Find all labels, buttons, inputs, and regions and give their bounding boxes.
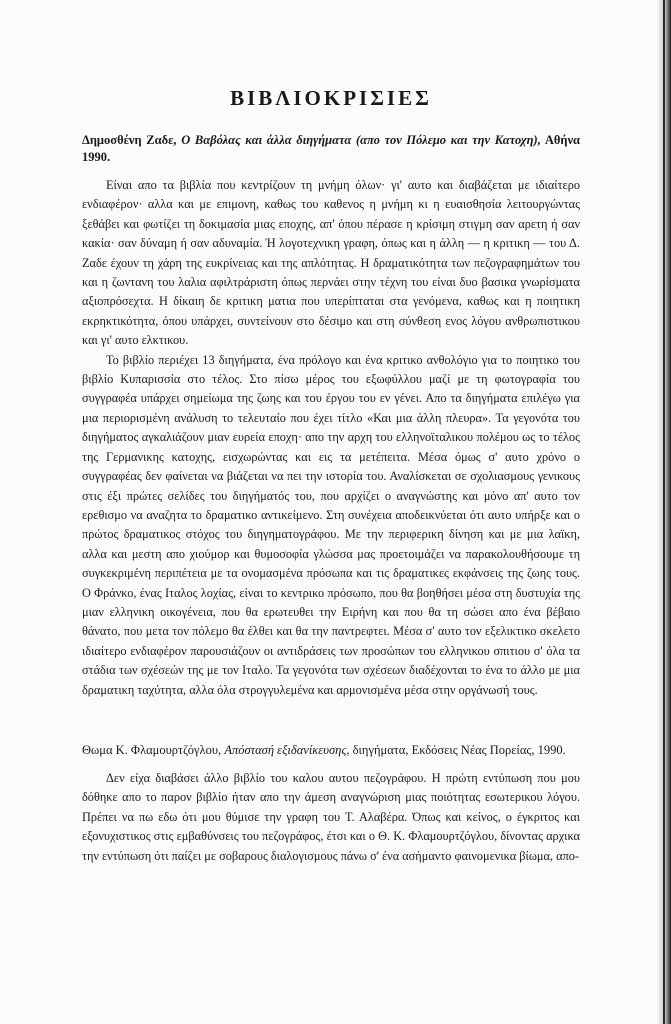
page-content (82, 85, 580, 866)
review-1-place-year: Αθήνα 1990. (82, 133, 581, 164)
page-title: ΒΙΒΛΙΟΚΡΙΣΙΕΣ (230, 86, 432, 110)
page-edge-line (663, 0, 665, 1024)
review-1-author: Δημοσθένη Ζαδε, (82, 133, 177, 147)
review-2-details: διηγήματα, Εκδόσεις Νέας Πορείας, 1990. (352, 742, 566, 757)
review-2-work: Απόστασή εξιδανίκευσης, (224, 742, 350, 757)
section-gap (82, 700, 580, 742)
review-2-reference (82, 742, 580, 759)
review-1-paragraph-2: Το βιβλίο περιέχει 13 διηγήματα, ένα πρόλογο και ένα κριτικο ανθολόγιο για το ποιητικο του βιβλίο Κυπαρισσία στο τέλος. Στο πίσω μέρος του εξωφύλλου μαζί με τη φωτογραφία του συγγραφέα υπάρχει σημείωμα της ζωης και του έργου του εν γένει. Απο τα διηγήματα επιλέγω για μια περιορισμένη ανάλυση το τελευταίο που έχει τίτλο «Και μια άλλη πλευρα». Τα γεγονότα του διηγήματος αγκαλιάζουν μιαν ευρεία εποχη· απο την αρχη του ελληνοϊταλικου πολέμου ως το τέλος της Γερμανικης κατοχης, εισχωρώντας και εις τα μετέπειτα. Μέσα όμως σ' αυτο χρόνο ο συγγραφέας δεν φαίνεται να βιάζεται να πει την ιστορία του. Αναλίσκεται σε σχολιασμους γενικους στις έξι πρώτες σελίδες του διηγήματός του, που αρχίζει ο αναγνώστης και μόνο απ' αυτο τον ερεθισμο να αναζητα το δραματικο αντικείμενο. Στη συνέχεια αποδεικνύεται ότι αυτο υπήρξε και ο πρώτος δραματικος στόχος του διηγηματογράφου. Με την περιφερικη δίνηση και με μια λαϊκη, αλλα και μεστη απο χιούμορ και θυμοσοφία γλώσσα μας προετοιμάζει να παρακολουθήσουμε τη συγκεκριμένη περιπέτεια με τα ονομασμένα πρόσωπα και τις δραματικες εκφάνσεις της ζωης τους. Ο Φράνκο, ένας Ιταλος λοχίας, είναι το κεντρικο πρόσωπο, που θα βοηθήσει μέσα στη δυστυχία της μιαν ελληνικη οικογένεια, που θα ερωτευθει την Ειρήνη και που θα τη σώσει απο ένα βέβαιο θάνατο, που μετα τον πόλεμο θα έλθει και θα την παντρεφτει. Μέσα σ' αυτο τον εξελικτικο σκελετο ιδιαίτερο ενδιαφέρον παρουσιάζουν οι αντιδράσεις των προσώπων του ελληνικου σπιτιου σ' όλα τα στάδια των σχέσεών της με τον Ιταλο. Τα γεγονότα των σχέσεων διαδέχονται το ένα το άλλο με μια δραματικη ταχύτητα, αλλα όλα στρογγυλεμένα και αρμονισμένα μέσα στην οργάνωσή τους. (82, 352, 580, 697)
review-1-work: Ο Βαβόλας και άλλα διηγήματα (απο τον Πόλεμο και την Κατοχη), (181, 133, 541, 147)
review-1-reference (82, 132, 580, 166)
review-2-author: Θωμα Κ. Φλαμουρτζόγλου, (82, 742, 222, 757)
review-2-paragraph-1: Δεν είχα διαβάσει άλλο βιβλίο του καλου αυτου πεζογράφου. Η πρώτη εντύπωση που μου δόθηκε απο το παρον βιβλίο ήταν απο την άμεση αναγνώριση μιας ποιότητας εσωτερικου λόγου. Πρέπει να πω εδω ότι μου θύμισε την γραφη του Τ. Αλαβέρα. Όπως και κείνος, ο έγκριτος και εξονυχιστικος στις εμβαθύνσεις του πεζογράφος, έτσι και ο Θ. Κ. Φλαμουρτζόγλου, δίνοντας αρχικα την εντύπωση ότι παίζει με σοβαρους διαλογισμους πάνω σ' ένα ασήμαντο φαινομενικα βίωμα, απο- (82, 770, 580, 863)
review-1-paragraph-1: Είναι απο τα βιβλία που κεντρίζουν τη μνήμη όλων· γι' αυτο και διαβάζεται με ιδιαίτερο ενδιαφέρον· αλλα και με επιμονη, καθως του καθενος η μνήμη κι η ευαισθησία λειτουργώντας ξεθάβει και φωτίζει τη δοκιμασία μιας εποχης, απ' όπου πέρασε η κρίσιμη στιγμη σαν αρετη ή σαν κακία· σαν δύναμη ή σαν αδυναμία. Ή λογοτεχνικη γραφη, όπως και η άλλη — η κριτικη — του Δ. Ζαδε έχουν τη χάρη της ευκρίνειας και της απλότητας. Η δραματικότητα των πεζογραφημάτων του και η ζωντανη του λαλια αφιλτράριστη όπως περνάει στην τέχνη του είναι δυο βασικα γνωρίσματα αξιοπρόσεχτα. Η δίκαιη δε κριτικη ματια που υπερίπταται στα γενόμενα, καθως και η ποιητικη εκρηκτικότητα, όπου υπάρχει, συντείνουν στο δέσιμο και στη σύνθεση ενος λόγου ανθρωπιστικου και γι' αυτο ελκτικου. (82, 178, 580, 348)
